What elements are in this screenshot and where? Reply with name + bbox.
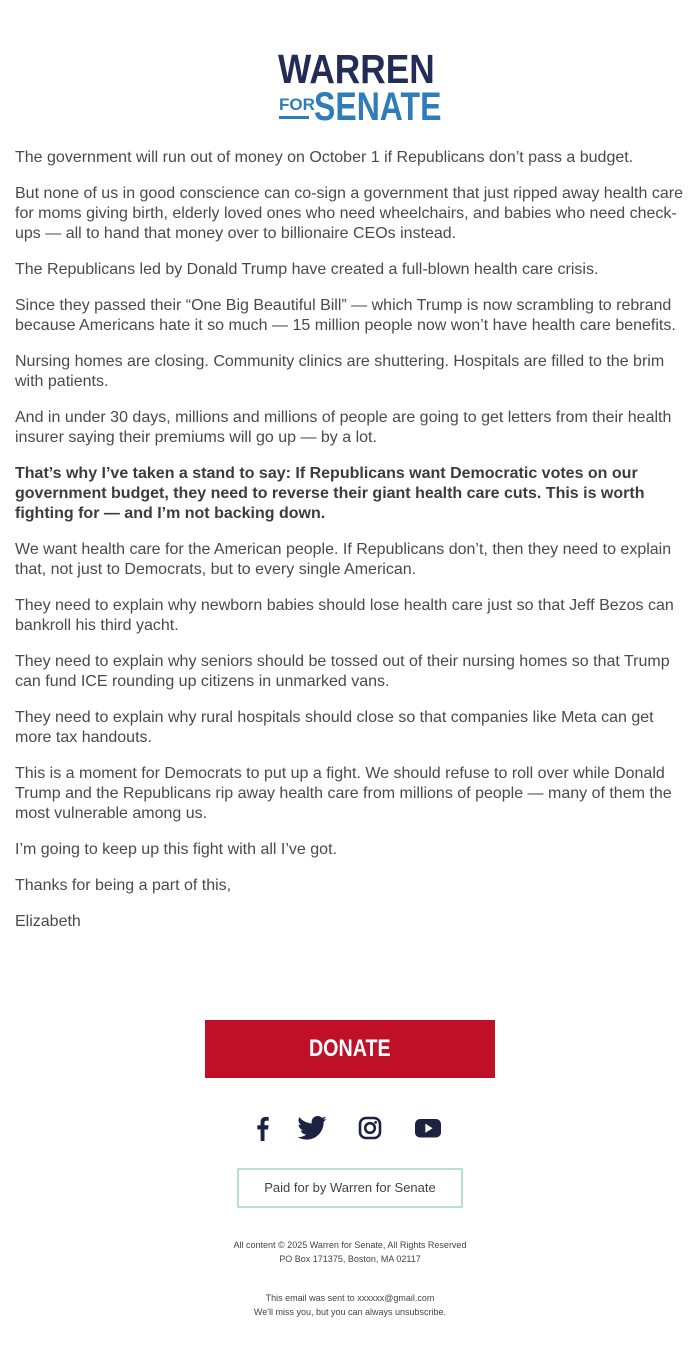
- body-paragraph: The government will run out of money on October 1 if Republicans don’t pass a budget.: [15, 149, 634, 166]
- facebook-link[interactable]: [247, 1112, 279, 1144]
- donate-label: DONATE: [309, 1035, 391, 1062]
- twitter-icon: [296, 1112, 328, 1144]
- body-paragraph: We want health care for the American people. If Republicans don’t, then they need to explain that, not just to Democrats, but to every single American.: [15, 541, 672, 578]
- instagram-link[interactable]: [354, 1112, 386, 1144]
- footer-sent-to: This email was sent to xxxxxx@gmail.com: [265, 1293, 435, 1303]
- footer-copyright-block: [0, 1238, 700, 1266]
- instagram-icon: [354, 1112, 386, 1144]
- body-paragraph: I’m going to keep up this fight with all I’ve got.: [15, 841, 337, 858]
- body-paragraph: They need to explain why newborn babies should lose health care just so that Jeff Bezos can bankroll his third yacht.: [15, 597, 674, 634]
- logo-senate-text: SENATE: [314, 85, 442, 129]
- body-paragraph-bold: That’s why I’ve taken a stand to say: If Republicans want Democratic votes on our government budget, they need to reverse their giant health care cuts. This is worth fighting for — and I’m not backing down.: [15, 465, 645, 522]
- body-paragraph: They need to explain why rural hospitals should close so that companies like Meta can get more tax handouts.: [15, 709, 654, 746]
- footer-copyright: All content © 2025 Warren for Senate, All Rights Reserved: [233, 1240, 467, 1250]
- footer-unsubscribe[interactable]: We'll miss you, but you can always unsubscribe.: [253, 1307, 447, 1317]
- warren-for-senate-logo: [278, 46, 442, 129]
- facebook-icon: [247, 1112, 279, 1144]
- logo-for-underline: [279, 116, 309, 119]
- body-paragraph: Since they passed their “One Big Beautiful Bill” — which Trump is now scrambling to rebrand because Americans hate it so much — 15 million people now won’t have health care benefits.: [15, 297, 676, 334]
- footer-address: PO Box 171375, Boston, MA 02117: [279, 1254, 421, 1264]
- youtube-icon: [412, 1112, 444, 1144]
- youtube-link[interactable]: [412, 1112, 444, 1144]
- body-paragraph: They need to explain why seniors should be tossed out of their nursing homes so that Trump can fund ICE rounding up citizens in unmarked vans.: [15, 653, 670, 690]
- paid-for-disclaimer: Paid for by Warren for Senate: [237, 1168, 463, 1208]
- email-body: [15, 148, 690, 948]
- twitter-link[interactable]: [296, 1112, 328, 1144]
- signature: Elizabeth: [15, 913, 81, 930]
- footer-subscription-block: [0, 1291, 700, 1319]
- body-paragraph: Thanks for being a part of this,: [15, 877, 232, 894]
- body-paragraph: The Republicans led by Donald Trump have created a full-blown health care crisis.: [15, 261, 599, 278]
- logo-warren-text: WARREN: [278, 46, 435, 92]
- body-paragraph: Nursing homes are closing. Community clinics are shuttering. Hospitals are filled to the brim with patients.: [15, 353, 665, 390]
- body-paragraph: And in under 30 days, millions and millions of people are going to get letters from their health insurer saying their premiums will go up — by a lot.: [15, 409, 672, 446]
- body-paragraph: This is a moment for Democrats to put up a fight. We should refuse to roll over while Donald Trump and the Republicans rip away health care from millions of people — many of them the most vulnerable among us.: [15, 765, 672, 822]
- body-paragraph: But none of us in good conscience can co-sign a government that just ripped away health care for moms giving birth, elderly loved ones who need wheelchairs, and babies who need check-ups — all to hand that money over to billionaire CEOs instead.: [15, 185, 683, 242]
- donate-button[interactable]: [205, 1020, 495, 1078]
- social-links: [0, 1112, 700, 1144]
- logo-for-text: FOR: [279, 95, 315, 114]
